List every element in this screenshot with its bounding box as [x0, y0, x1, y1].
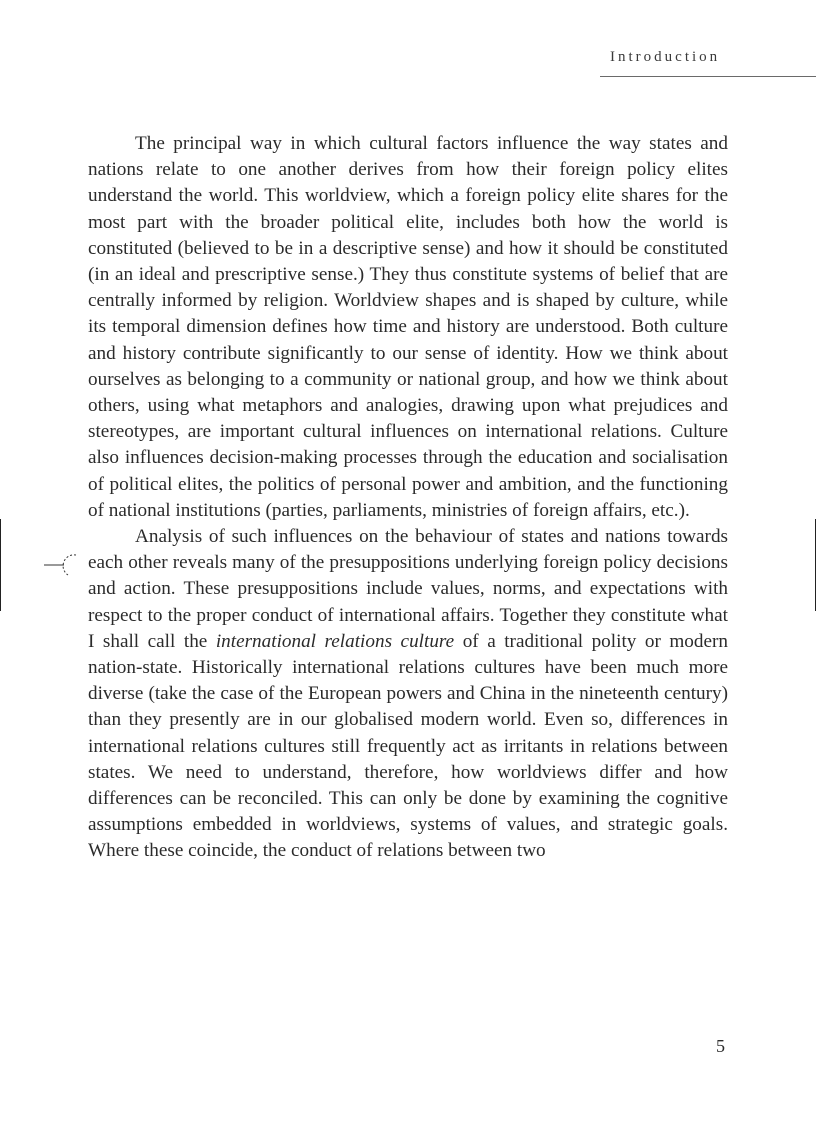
crop-mark-left: [0, 519, 1, 611]
page-number: 5: [716, 1036, 725, 1056]
paragraph-2-italic-term: international relations culture: [215, 630, 455, 652]
paragraph-2-part-2: of a traditional polity or modern nation-state. Historically international relations cultures have been much more diverse (take the case of the European powers and China in the nineteenth century) than they presently are in our globalised modern world. Even so, differences in international relations cultures still frequently act as irritants in relations between states. We need to understand, therefore, how worldviews differ and how differences can be reconciled. This can only be done by examining the cognitive assumptions embedded in worldviews, systems of values, and strategic goals. Where these coincide, the conduct of relations between two: [88, 630, 728, 862]
header-rule: [600, 76, 816, 77]
body-text: [88, 131, 728, 865]
registration-mark-icon: [44, 551, 88, 581]
running-head: Introduction: [610, 49, 721, 65]
paragraph-2: [88, 524, 728, 865]
paragraph-2-part-1: Analysis of such influences on the behaviour of states and nations towards each other reveals many of the presuppositions underlying foreign policy decisions and action. These presuppositions include values, norms, and expectations with respect to the proper conduct of international affairs. Together they constitute what I shall call the: [88, 526, 728, 652]
paragraph-1: The principal way in which cultural factors influence the way states and nations relate to one another derives from how their foreign policy elites understand the world. This worldview, which a foreign policy elite shares for the most part with the broader political elite, includes both how the world is constituted (believed to be in a descriptive sense) and how it should be constituted (in an ideal and prescriptive sense.) They thus constitute systems of belief that are centrally informed by religion. Worldview shapes and is shaped by culture, while its temporal dimension defines how time and history are understood. Both culture and history contribute significantly to our sense of identity. How we think about ourselves as belonging to a community or national group, and how we think about others, using what metaphors and analogies, drawing upon what prejudices and stereotypes, are important cultural influences on international relations. Culture also influences decision-making processes through the education and socialisation of political elites, the politics of personal power and ambition, and the functioning of national institutions (parties, parliaments, ministries of foreign affairs, etc.).: [88, 133, 728, 521]
